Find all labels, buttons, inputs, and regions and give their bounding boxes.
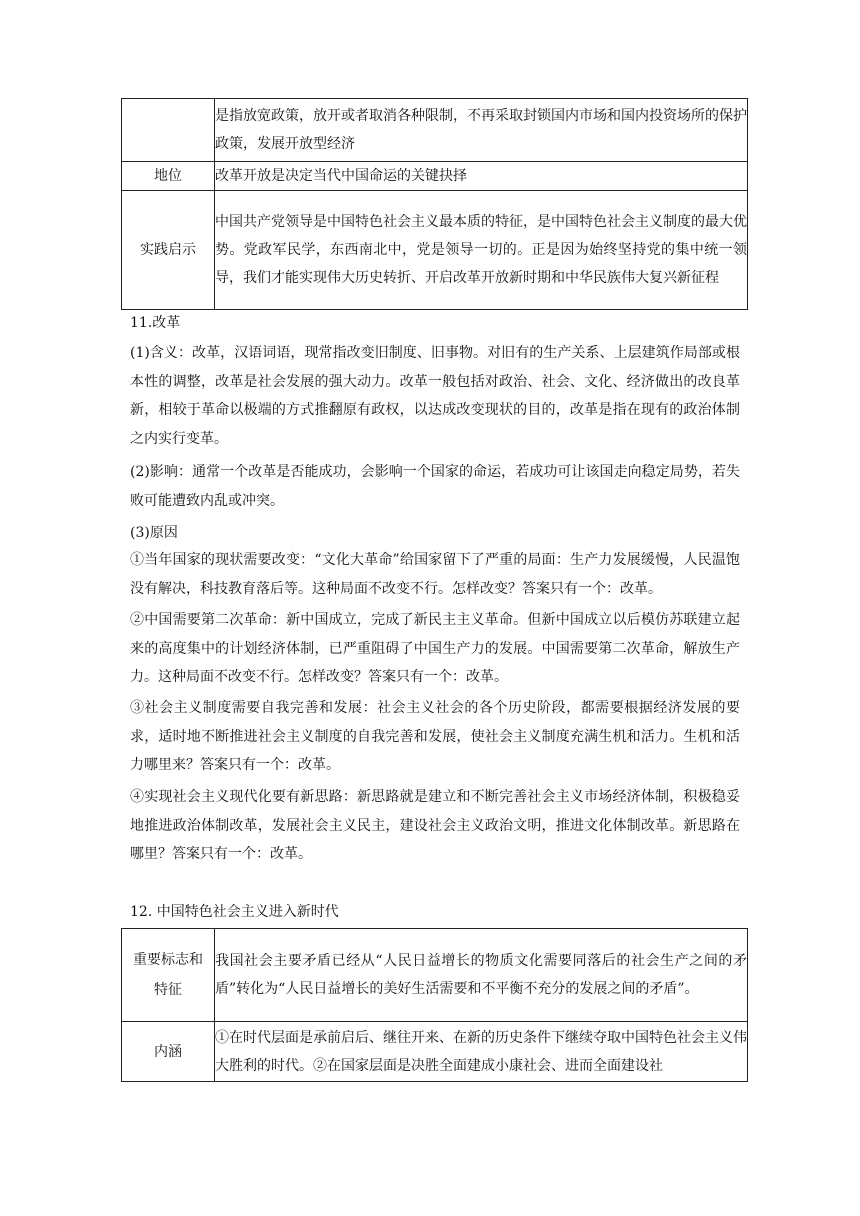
row-label: 内涵 bbox=[122, 1022, 215, 1082]
row-label: 重要标志和特征 bbox=[122, 929, 215, 1022]
reform-impact: (2)影响：通常一个改革是否能成功，会影响一个国家的命运，若成功可让该国走向稳定局势，若失败可能遭致内乱或冲突。 bbox=[130, 464, 740, 509]
reform-meaning: (1)含义：改革，汉语词语，现常指改变旧制度、旧事物。对旧有的生产关系、上层建筑作局部或根本性的调整，改革是社会发展的强大动力。改革一般包括对政治、社会、文化、经济做出的改良革新，相较于革命以极端的方式推翻原有政权，以达成改变现状的目的，改革是指在现有的政治体制之内实行变革。 bbox=[130, 345, 740, 447]
row-content: 是指放宽政策，放开或者取消各种限制，不再采取封锁国内市场和国内投资场所的保护政策，发展开放型经济 bbox=[215, 99, 748, 162]
table-row bbox=[122, 99, 748, 162]
row-content: 我国社会主要矛盾已经从“人民日益增长的物质文化需要同落后的社会生产之间的矛盾”转化为“人民日益增长的美好生活需要和不平衡不充分的发展之间的矛盾”。 bbox=[215, 929, 748, 1022]
new-era-table bbox=[121, 928, 748, 1082]
section-12-title: 12. 中国特色社会主义进入新时代 bbox=[130, 904, 339, 920]
reason-4: ④实现社会主义现代化要有新思路：新思路就是建立和不断完善社会主义市场经济体制，积极稳妥地推进政治体制改革，发展社会主义民主，建设社会主义政治文明，推进文化体制改革。新思路在哪里？答案只有一个：改革。 bbox=[130, 789, 740, 862]
table-row bbox=[122, 1022, 748, 1082]
row-label: 地位 bbox=[122, 162, 215, 191]
section-11-title: 11.改革 bbox=[130, 315, 181, 331]
table-row bbox=[122, 162, 748, 191]
reason-2: ②中国需要第二次革命：新中国成立，完成了新民主主义革命。但新中国成立以后模仿苏联建立起来的高度集中的计划经济体制，已严重阻碍了中国生产力的发展。中国需要第二次革命，解放生产力。这种局面不改变不行。怎样改变？答案只有一个：改革。 bbox=[130, 612, 740, 685]
reason-3: ③社会主义制度需要自我完善和发展：社会主义社会的各个历史阶段，都需要根据经济发展的要求，适时地不断推进社会主义制度的自我完善和发展，使社会主义制度充满生机和活力。生机和活力哪里来？答案只有一个：改革。 bbox=[130, 700, 740, 773]
row-label bbox=[122, 99, 215, 162]
policy-table bbox=[121, 98, 748, 310]
row-content: 中国共产党领导是中国特色社会主义最本质的特征，是中国特色社会主义制度的最大优势。党政军民学，东西南北中，党是领导一切的。正是因为始终坚持党的集中统一领导，我们才能实现伟大历史转折、开启改革开放新时期和中华民族伟大复兴新征程 bbox=[215, 191, 748, 310]
row-content: 改革开放是决定当代中国命运的关键抉择 bbox=[215, 162, 748, 191]
row-label: 实践启示 bbox=[122, 191, 215, 310]
reasons-title: (3)原因 bbox=[130, 525, 178, 541]
row-content: ①在时代层面是承前启后、继往开来、在新的历史条件下继续夺取中国特色社会主义伟大胜利的时代。②在国家层面是决胜全面建成小康社会、进而全面建设社 bbox=[215, 1022, 748, 1082]
table-row bbox=[122, 191, 748, 310]
table-row bbox=[122, 929, 748, 1022]
reason-1: ①当年国家的现状需要改变：“文化大革命”给国家留下了严重的局面：生产力发展缓慢，人民温饱没有解决，科技教育落后等。这种局面不改变不行。怎样改变？答案只有一个：改革。 bbox=[130, 552, 740, 597]
